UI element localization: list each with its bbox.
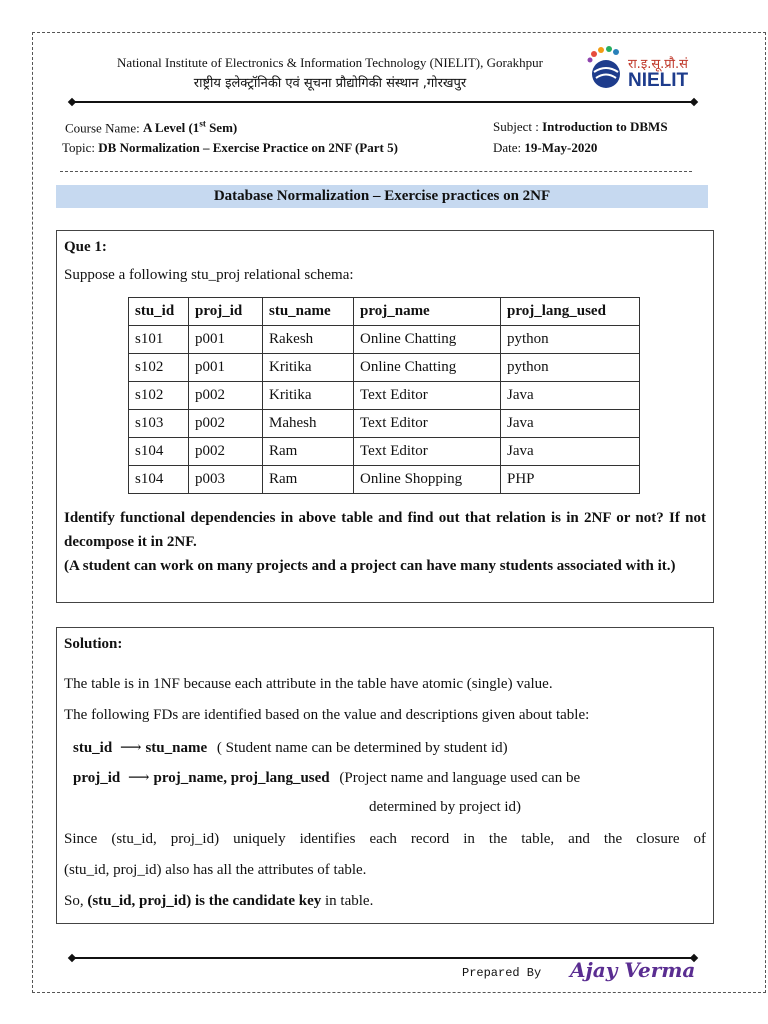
subject-line xyxy=(493,119,668,135)
table-cell: p003 xyxy=(189,466,263,494)
table-row xyxy=(129,438,640,466)
table-cell: Java xyxy=(501,410,640,438)
solution-para: Since (stu_id, proj_id) uniquely identifies each record in the table, and the closure of xyxy=(64,831,706,847)
table-header-cell: proj_lang_used xyxy=(501,298,640,326)
table-cell: p001 xyxy=(189,326,263,354)
table-cell: Text Editor xyxy=(354,410,501,438)
prepared-by-label: Prepared By xyxy=(462,966,542,980)
table-row xyxy=(129,354,640,382)
table-cell: Rakesh xyxy=(263,326,354,354)
subject-value: Introduction to DBMS xyxy=(542,119,668,134)
table-cell: Text Editor xyxy=(354,382,501,410)
fd1-rhs: stu_name xyxy=(145,740,208,756)
solution-line-1nf: The table is in 1NF because each attribute in the table have atomic (single) value. xyxy=(64,676,553,692)
table-cell: Online Shopping xyxy=(354,466,501,494)
course-line xyxy=(65,119,237,136)
solution-para-cont: (stu_id, proj_id) also has all the attributes of table. xyxy=(64,862,367,878)
fd-proj xyxy=(73,768,580,787)
course-label: Course Name: xyxy=(65,120,140,136)
table-cell: Ram xyxy=(263,438,354,466)
table-cell: PHP xyxy=(501,466,640,494)
table-cell: Text Editor xyxy=(354,438,501,466)
table-row xyxy=(129,326,640,354)
table-cell: s103 xyxy=(129,410,189,438)
institute-name-english: National Institute of Electronics & Information Technology (NIELIT), Gorakhpur xyxy=(117,55,543,70)
fd2-rhs: proj_name, proj_lang_used xyxy=(153,770,330,786)
date-line xyxy=(493,140,597,156)
table-cell: Ram xyxy=(263,466,354,494)
question-task: Identify functional dependencies in above table and find out that relation is in 2NF or not? If not decompose it in 2NF. xyxy=(64,510,706,550)
section-banner: Database Normalization – Exercise practices on 2NF xyxy=(56,185,708,208)
fd2-note: (Project name and language used can be xyxy=(339,770,581,786)
table-cell: p002 xyxy=(189,382,263,410)
table-row xyxy=(129,410,640,438)
question-intro: Suppose a following stu_proj relational schema: xyxy=(64,267,354,283)
question-heading: Que 1: xyxy=(64,239,107,255)
table-cell: s102 xyxy=(129,382,189,410)
table-cell: s101 xyxy=(129,326,189,354)
fd2-lhs: proj_id xyxy=(73,770,121,786)
table-header-row xyxy=(129,298,640,326)
arrow-right-icon: ⟶ xyxy=(119,740,142,756)
subject-label: Subject : xyxy=(493,119,539,134)
table-cell: Java xyxy=(501,382,640,410)
table-header-cell: stu_name xyxy=(263,298,354,326)
table-cell: Kritika xyxy=(263,354,354,382)
table-cell: p002 xyxy=(189,438,263,466)
course-value: A Level (1st Sem) xyxy=(142,119,238,136)
logo-text-english: NIELIT xyxy=(628,70,689,91)
table-cell: Online Chatting xyxy=(354,354,501,382)
table-cell: s104 xyxy=(129,466,189,494)
table-cell: Mahesh xyxy=(263,410,354,438)
candidate-key-text: (stu_id, proj_id) is the candidate key xyxy=(87,893,322,909)
fd1-note: ( Student name can be determined by student id) xyxy=(216,740,508,756)
stu-proj-table xyxy=(128,297,640,494)
topic-value: DB Normalization – Exercise Practice on 2NF (Part 5) xyxy=(98,140,398,155)
table-cell: Online Chatting xyxy=(354,326,501,354)
author-signature: Ajay Verma xyxy=(570,958,696,982)
fd-stu xyxy=(73,738,508,757)
table-header-cell: proj_name xyxy=(354,298,501,326)
fd2-note-cont: determined by project id) xyxy=(369,799,522,815)
table-cell: python xyxy=(501,354,640,382)
date-label: Date: xyxy=(493,140,522,155)
solution-heading: Solution: xyxy=(64,636,123,652)
question-note: (A student can work on many projects and a project can have many students associated with it.) xyxy=(64,558,676,574)
globe-icon xyxy=(584,44,628,96)
table-cell: s102 xyxy=(129,354,189,382)
table-row xyxy=(129,382,640,410)
table-cell: python xyxy=(501,326,640,354)
solution-line-fds: The following FDs are identified based on the value and descriptions given about table: xyxy=(64,707,590,723)
candidate-key-line xyxy=(64,893,373,910)
topic-label: Topic: xyxy=(62,140,96,155)
table-cell: Java xyxy=(501,438,640,466)
table-cell: Kritika xyxy=(263,382,354,410)
table-row xyxy=(129,466,640,494)
date-value: 19-May-2020 xyxy=(524,140,598,155)
fd1-lhs: stu_id xyxy=(73,740,113,756)
table-cell: p002 xyxy=(189,410,263,438)
table-cell: p001 xyxy=(189,354,263,382)
topic-line xyxy=(62,140,398,156)
meta-separator xyxy=(60,171,692,172)
logo-text-hindi: रा.इ.सू.प्रौ.सं xyxy=(628,57,688,72)
candidate-key-tail: in table. xyxy=(325,893,374,909)
table-header-cell: stu_id xyxy=(129,298,189,326)
institute-name-hindi: राष्ट्रीय इलेक्ट्रॉनिकी एवं सूचना प्रौद्योगिकी संस्थान ,गोरखपुर xyxy=(193,76,467,91)
arrow-right-icon: ⟶ xyxy=(127,770,150,786)
so-label: So, xyxy=(64,893,84,909)
header-rule xyxy=(72,101,696,103)
table-header-cell: proj_id xyxy=(189,298,263,326)
table-cell: s104 xyxy=(129,438,189,466)
